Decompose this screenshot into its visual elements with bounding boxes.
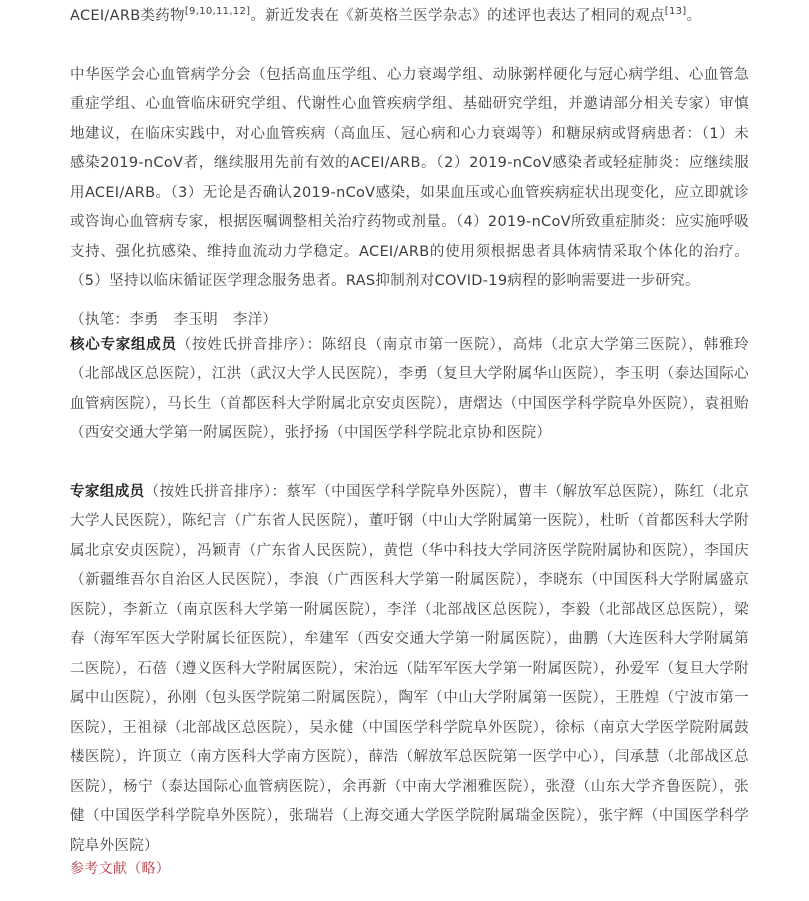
paragraph-spacer: [70, 32, 749, 61]
citation-marker: [13]: [664, 6, 687, 18]
author-line: （执笔：李勇 李玉明 李洋）: [70, 311, 278, 328]
recommendation-paragraph: 中华医学会心血管病学分会（包括高血压学组、心力衰竭学组、动脉粥样硬化与冠心病学组、心血管急重症学组、心血管临床研究学组、代谢性心血管疾病学组、基础研究学组，并邀请部分相关专家）审慎地建议，在临床实践中，对心血管疾病（高血压、冠心病和心力衰竭等）和糖尿病或肾病患者：（1）未感染2019-nCoV者，继续服用先前有效的ACEI/ARB。（2）2019-nCoV感染者或轻症肺炎：应继续服用ACEI/ARB。（3）无论是否确认2019-nCoV感染，如果血压或心血管疾病症状出现变化，应立即就诊或咨询心血管病专家，根据医嘱调整相关治疗药物或剂量。（4）2019-nCoV所致重症肺炎：应实施呼吸支持、强化抗感染、维持血流动力学稳定。ACEI/ARB的使用须根据患者具体病情采取个体化的治疗。（5）坚持以临床循证医学理念服务患者。RAS抑制剂对COVID-19病程的影响需要进一步研究。: [70, 66, 749, 289]
intro-text-part1: ACEI/ARB类药物: [70, 8, 185, 24]
expert-group-list: （按姓氏拼音排序）：蔡军（中国医学科学院阜外医院），曹丰（解放军总医院），陈红（北京大学人民医院），陈纪言（广东省人民医院），董吁钢（中山大学附属第一医院），杜昕（首都医科大学附属北京安贞医院），冯颖青（广东省人民医院），黄恺（华中科技大学同济医学院附属协和医院），李国庆（新疆维吾尔自治区人民医院），李浪（广西医科大学第一附属医院），李晓东（中国医科大学附属盛京医院），李新立（南京医科大学第一附属医院），李洋（北部战区总医院），李毅（北部战区总医院），梁春（海军军医大学附属长征医院），牟建军（西安交通大学第一附属医院），曲鹏（大连医科大学附属第二医院），石蓓（遵义医科大学附属医院），宋治远（陆军军医大学第一附属医院），孙爱军（复旦大学附属中山医院），孙刚（包头医学院第二附属医院），陶军（中山大学附属第一医院），王胜煌（宁波市第一医院），王祖禄（北部战区总医院），吴永健（中国医学科学院阜外医院），徐标（南京大学医学院附属鼓楼医院），许顶立（南方医科大学南方医院），薛浩（解放军总医院第一医学中心），闫承慧（北部战区总医院），杨宁（泰达国际心血管病医院），余再新（中南大学湘雅医院），张澄（山东大学齐鲁医院），张健（中国医学科学院阜外医院），张瑞岩（上海交通大学医学院附属瑞金医院），张宇辉（中国医学科学院阜外医院）: [70, 483, 749, 854]
core-expert-group-label: 核心专家组成员: [70, 336, 177, 353]
paragraph-spacer: [70, 449, 749, 478]
intro-text-part3: 。: [686, 8, 702, 24]
references-link[interactable]: 参考文献（略）: [70, 861, 171, 877]
expert-group-paragraph: [70, 478, 749, 862]
citation-marker: [9,10,11,12]: [184, 6, 251, 18]
expert-group-label: 专家组成员: [70, 483, 145, 500]
core-expert-group-paragraph: [70, 331, 749, 449]
intro-paragraph: [70, 2, 749, 32]
intro-text-part2: 。新近发表在《新英格兰医学杂志》的述评也表达了相同的观点: [250, 8, 665, 24]
core-expert-group-list: （按姓氏拼音排序）：陈绍良（南京市第一医院），高炜（北京大学第三医院），韩雅玲（北部战区总医院），江洪（武汉大学人民医院），李勇（复旦大学附属华山医院），李玉明（泰达国际心血管病医院），马长生（首都医科大学附属北京安贞医院），唐熠达（中国医学科学院阜外医院），袁祖贻（西安交通大学第一附属医院），张抒扬（中国医学科学院北京协和医院）: [70, 336, 749, 441]
